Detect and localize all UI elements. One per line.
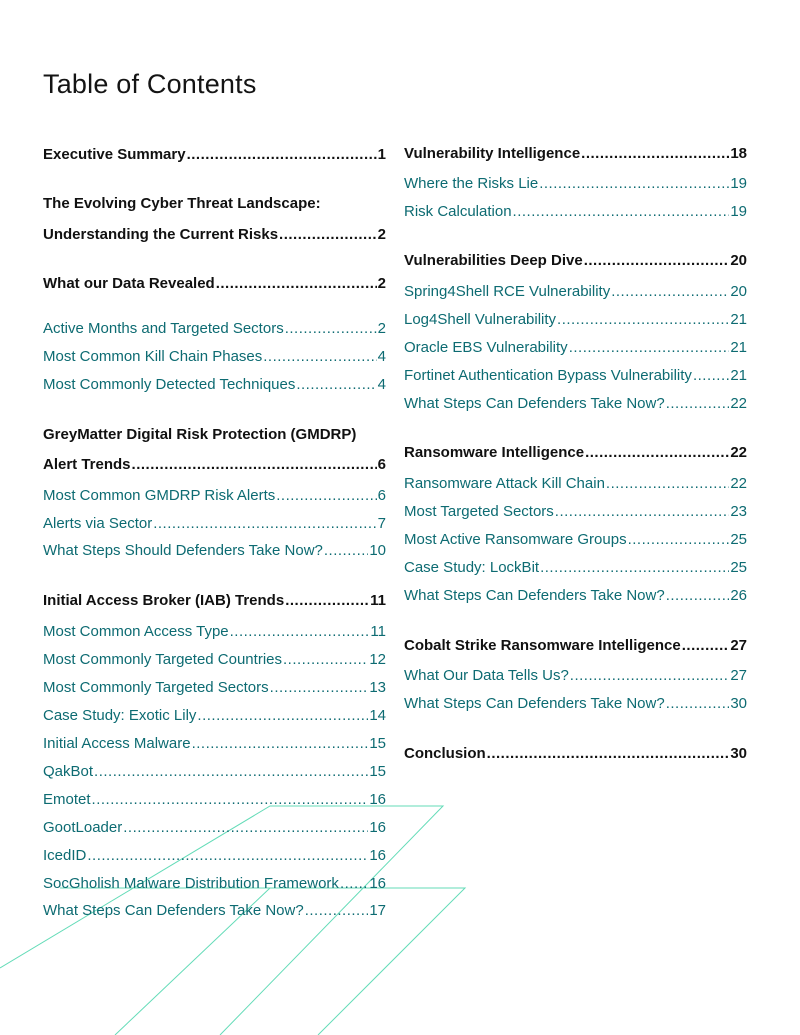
toc-subentry-page: 21: [730, 339, 747, 356]
toc-subentry[interactable]: [43, 622, 386, 642]
toc-entry-evolving-landscape[interactable]: [43, 225, 386, 245]
toc-subentry-page: 16: [369, 847, 386, 864]
toc-entry-label: Executive Summary: [43, 146, 186, 163]
toc-entry-data-revealed[interactable]: [43, 274, 386, 294]
toc-subentry[interactable]: [404, 530, 747, 550]
toc-subentry-page: 15: [369, 763, 386, 780]
toc-subentry[interactable]: [43, 734, 386, 754]
toc-subentry[interactable]: [43, 706, 386, 726]
toc-subentry-page: 19: [730, 203, 747, 220]
toc-subentry[interactable]: [43, 319, 386, 339]
toc-subentry-page: 21: [730, 311, 747, 328]
toc-subentry-page: 22: [730, 395, 747, 412]
toc-subentry-page: 7: [377, 515, 386, 532]
toc-subentry[interactable]: [404, 394, 747, 414]
toc-subentry-label: Fortinet Authentication Bypass Vulnerability: [404, 367, 692, 384]
toc-entry-label: Conclusion: [404, 745, 486, 762]
toc-entry-page: 11: [370, 592, 386, 609]
toc-subentry-label: Most Active Ransomware Groups: [404, 531, 627, 548]
toc-subentry-label: Case Study: LockBit: [404, 559, 540, 576]
toc-subentry-page: 10: [369, 542, 386, 559]
toc-subentry[interactable]: [404, 474, 747, 494]
toc-subentry[interactable]: [404, 558, 747, 578]
toc-entry-label: Initial Access Broker (IAB) Trends: [43, 592, 285, 609]
toc-subentry[interactable]: [404, 366, 747, 386]
toc-subentry-page: 4: [377, 348, 386, 365]
toc-entry-label: Alert Trends: [43, 456, 131, 473]
toc-subentry-page: 16: [369, 819, 386, 836]
toc-subentry-page: 14: [369, 707, 386, 724]
toc-entry-label: Vulnerability Intelligence: [404, 145, 581, 162]
toc-subentry-label: Alerts via Sector: [43, 515, 153, 532]
toc-subentry[interactable]: [404, 310, 747, 330]
toc-subentry-page: 20: [730, 283, 747, 300]
toc-subentry-page: 25: [730, 559, 747, 576]
toc-entry-label: Ransomware Intelligence: [404, 444, 585, 461]
toc-subentry-label: Active Months and Targeted Sectors: [43, 320, 284, 337]
toc-subentry[interactable]: [43, 874, 386, 894]
toc-subentry-label: Most Commonly Targeted Countries: [43, 651, 282, 668]
toc-entry-executive-summary[interactable]: [43, 145, 386, 165]
toc-heading-line: GreyMatter Digital Risk Protection (GMDRP): [43, 426, 357, 443]
toc-subentry[interactable]: [404, 502, 747, 522]
toc-subentry-label: Case Study: Exotic Lily: [43, 707, 197, 724]
toc-entry-label: What our Data Revealed: [43, 275, 215, 292]
toc-subentry[interactable]: [43, 650, 386, 670]
toc-subentry[interactable]: [43, 818, 386, 838]
toc-subentry[interactable]: [43, 541, 386, 561]
toc-subentry-page: 2: [377, 320, 386, 337]
toc-subentry-page: 19: [730, 175, 747, 192]
toc-subentry-label: What Steps Can Defenders Take Now?: [404, 695, 665, 712]
toc-entry-conclusion[interactable]: [404, 744, 747, 764]
toc-entry-vulnerability-intelligence[interactable]: [404, 144, 747, 164]
toc-heading-line: The Evolving Cyber Threat Landscape:: [43, 195, 321, 212]
toc-entry-page: 6: [377, 456, 386, 473]
toc-subentry[interactable]: [43, 846, 386, 866]
toc-entry-vulnerabilities-deep-dive[interactable]: [404, 251, 747, 271]
toc-subentry-page: 23: [730, 503, 747, 520]
toc-subentry[interactable]: [43, 375, 386, 395]
toc-subentry-page: 26: [730, 587, 747, 604]
toc-subentry-label: GootLoader: [43, 819, 123, 836]
toc-entry-cobalt-strike[interactable]: [404, 636, 747, 656]
toc-subentry-label: Most Common Kill Chain Phases: [43, 348, 263, 365]
toc-subentry-label: Spring4Shell RCE Vulnerability: [404, 283, 611, 300]
toc-entry-page: 2: [377, 275, 386, 292]
toc-subentry[interactable]: [43, 762, 386, 782]
toc-subentry-page: 30: [730, 695, 747, 712]
toc-subentry[interactable]: [43, 486, 386, 506]
toc-subentry[interactable]: [404, 694, 747, 714]
toc-entry-label: Cobalt Strike Ransomware Intelligence: [404, 637, 681, 654]
toc-subentry-page: 4: [377, 376, 386, 393]
toc-subentry-page: 6: [377, 487, 386, 504]
toc-subentry-page: 13: [369, 679, 386, 696]
toc-entry-label: Vulnerabilities Deep Dive: [404, 252, 583, 269]
toc-entry-iab-trends[interactable]: [43, 591, 386, 611]
toc-subentry-page: 25: [730, 531, 747, 548]
toc-subentry-label: Risk Calculation: [404, 203, 512, 220]
toc-subentry[interactable]: [404, 338, 747, 358]
toc-subentry[interactable]: [43, 514, 386, 534]
toc-entry-page: 1: [377, 146, 386, 163]
toc-subentry[interactable]: [404, 174, 747, 194]
toc-subentry-label: Where the Risks Lie: [404, 175, 539, 192]
toc-subentry[interactable]: [404, 282, 747, 302]
toc-subentry-page: 16: [369, 875, 386, 892]
toc-subentry-label: What Steps Can Defenders Take Now?: [404, 587, 665, 604]
toc-subentry-label: Log4Shell Vulnerability: [404, 311, 557, 328]
toc-entry-page: 18: [730, 145, 747, 162]
toc-subentry-label: Most Common GMDRP Risk Alerts: [43, 487, 276, 504]
toc-entry-ransomware-intelligence[interactable]: [404, 443, 747, 463]
toc-subentry-page: 17: [369, 902, 386, 919]
toc-subentry[interactable]: [404, 666, 747, 686]
toc-subentry-page: 15: [369, 735, 386, 752]
toc-subentry-label: What Steps Can Defenders Take Now?: [43, 902, 304, 919]
toc-subentry-label: Most Common Access Type: [43, 623, 229, 640]
toc-subentry-page: 22: [730, 475, 747, 492]
toc-subentry-page: 16: [369, 791, 386, 808]
toc-subentry-page: 12: [369, 651, 386, 668]
toc-subentry[interactable]: [43, 678, 386, 698]
toc-entry-gmdrp-alert-trends[interactable]: [43, 455, 386, 475]
toc-subentry[interactable]: [43, 347, 386, 367]
toc-entry-label: Understanding the Current Risks: [43, 226, 279, 243]
toc-entry-page: 2: [377, 226, 386, 243]
toc-subentry-label: Most Targeted Sectors: [404, 503, 554, 520]
toc-entry-page: 22: [730, 444, 747, 461]
toc-subentry-label: QakBot: [43, 763, 94, 780]
toc-subentry[interactable]: [43, 790, 386, 810]
toc-subentry[interactable]: [43, 901, 386, 921]
toc-subentry-label: Oracle EBS Vulnerability: [404, 339, 568, 356]
toc-subentry-label: IcedID: [43, 847, 87, 864]
toc-subentry-page: 21: [730, 367, 747, 384]
toc-subentry[interactable]: [404, 586, 747, 606]
toc-subentry-label: What Our Data Tells Us?: [404, 667, 569, 684]
toc-entry-page: 30: [730, 745, 747, 762]
toc-subentry[interactable]: [404, 202, 747, 222]
page-title: Table of Contents: [43, 69, 257, 99]
toc-subentry-page: 27: [730, 667, 747, 684]
toc-subentry-label: What Steps Should Defenders Take Now?: [43, 542, 323, 559]
toc-subentry-label: Most Commonly Detected Techniques: [43, 376, 296, 393]
toc-subentry-label: Ransomware Attack Kill Chain: [404, 475, 605, 492]
toc-entry-page: 20: [730, 252, 747, 269]
toc-subentry-label: What Steps Can Defenders Take Now?: [404, 395, 665, 412]
toc-subentry-label: Initial Access Malware: [43, 735, 191, 752]
toc-subentry-label: Emotet: [43, 791, 91, 808]
toc-entry-page: 27: [730, 637, 747, 654]
toc-subentry-page: 11: [370, 623, 386, 640]
toc-subentry-label: SocGholish Malware Distribution Framework: [43, 875, 339, 892]
toc-subentry-label: Most Commonly Targeted Sectors: [43, 679, 269, 696]
